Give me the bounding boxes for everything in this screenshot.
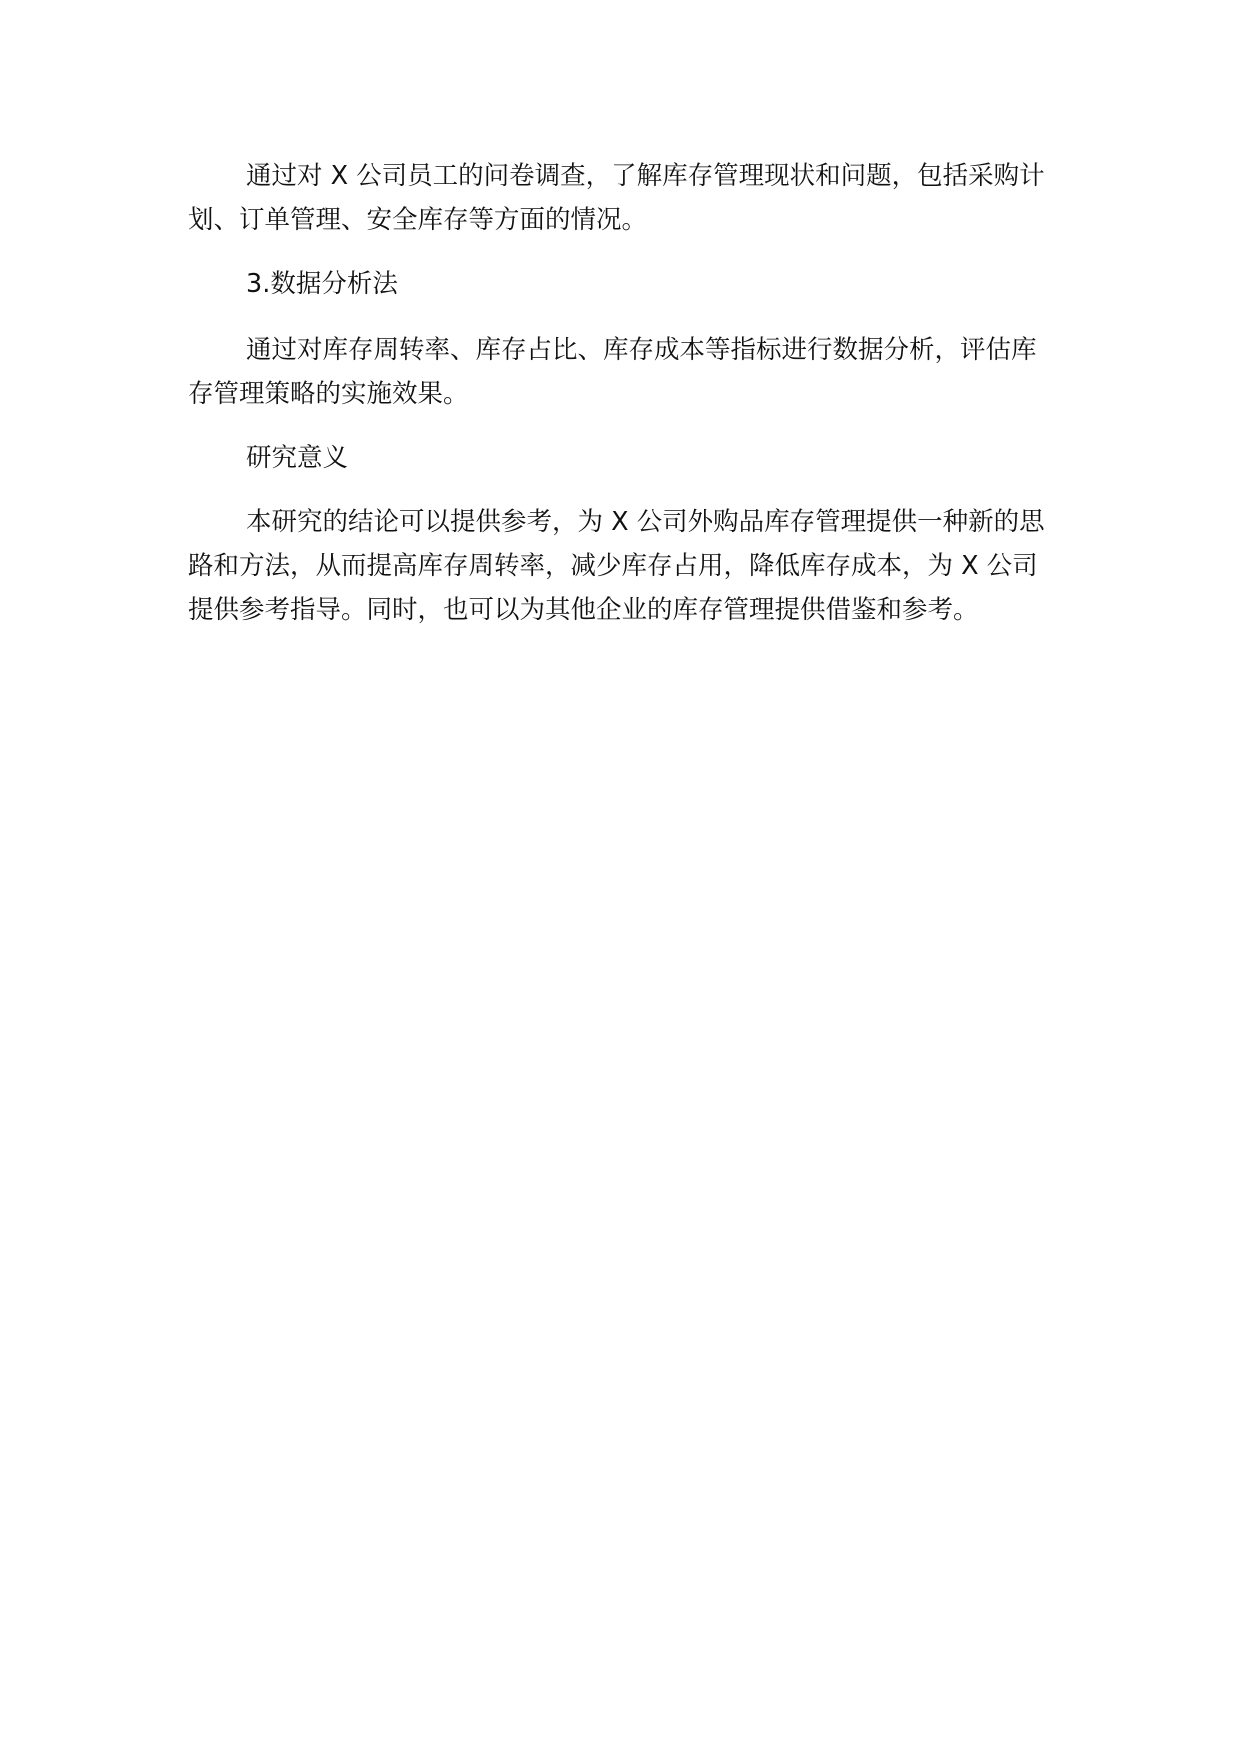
paragraph-data-analysis: 通过对库存周转率、库存占比、库存成本等指标进行数据分析，评估库存管理策略的实施效果。 [188,335,1037,409]
paragraph-research-significance: 本研究的结论可以提供参考，为 X 公司外购品库存管理提供一种新的思路和方法，从而提高库存周转率，减少库存占用，降低库存成本，为 X 公司提供参考指导。同时，也可以为其他企业的库存管理提供借鉴和参考。 [188,507,1045,625]
section-heading-research-significance: 研究意义 [246,443,349,473]
document-body [188,154,1048,632]
section-heading-data-analysis: 3.数据分析法 [246,269,398,299]
paragraph-survey-method: 通过对 X 公司员工的问卷调查，了解库存管理现状和问题，包括采购计划、订单管理、安全库存等方面的情况。 [188,161,1045,235]
